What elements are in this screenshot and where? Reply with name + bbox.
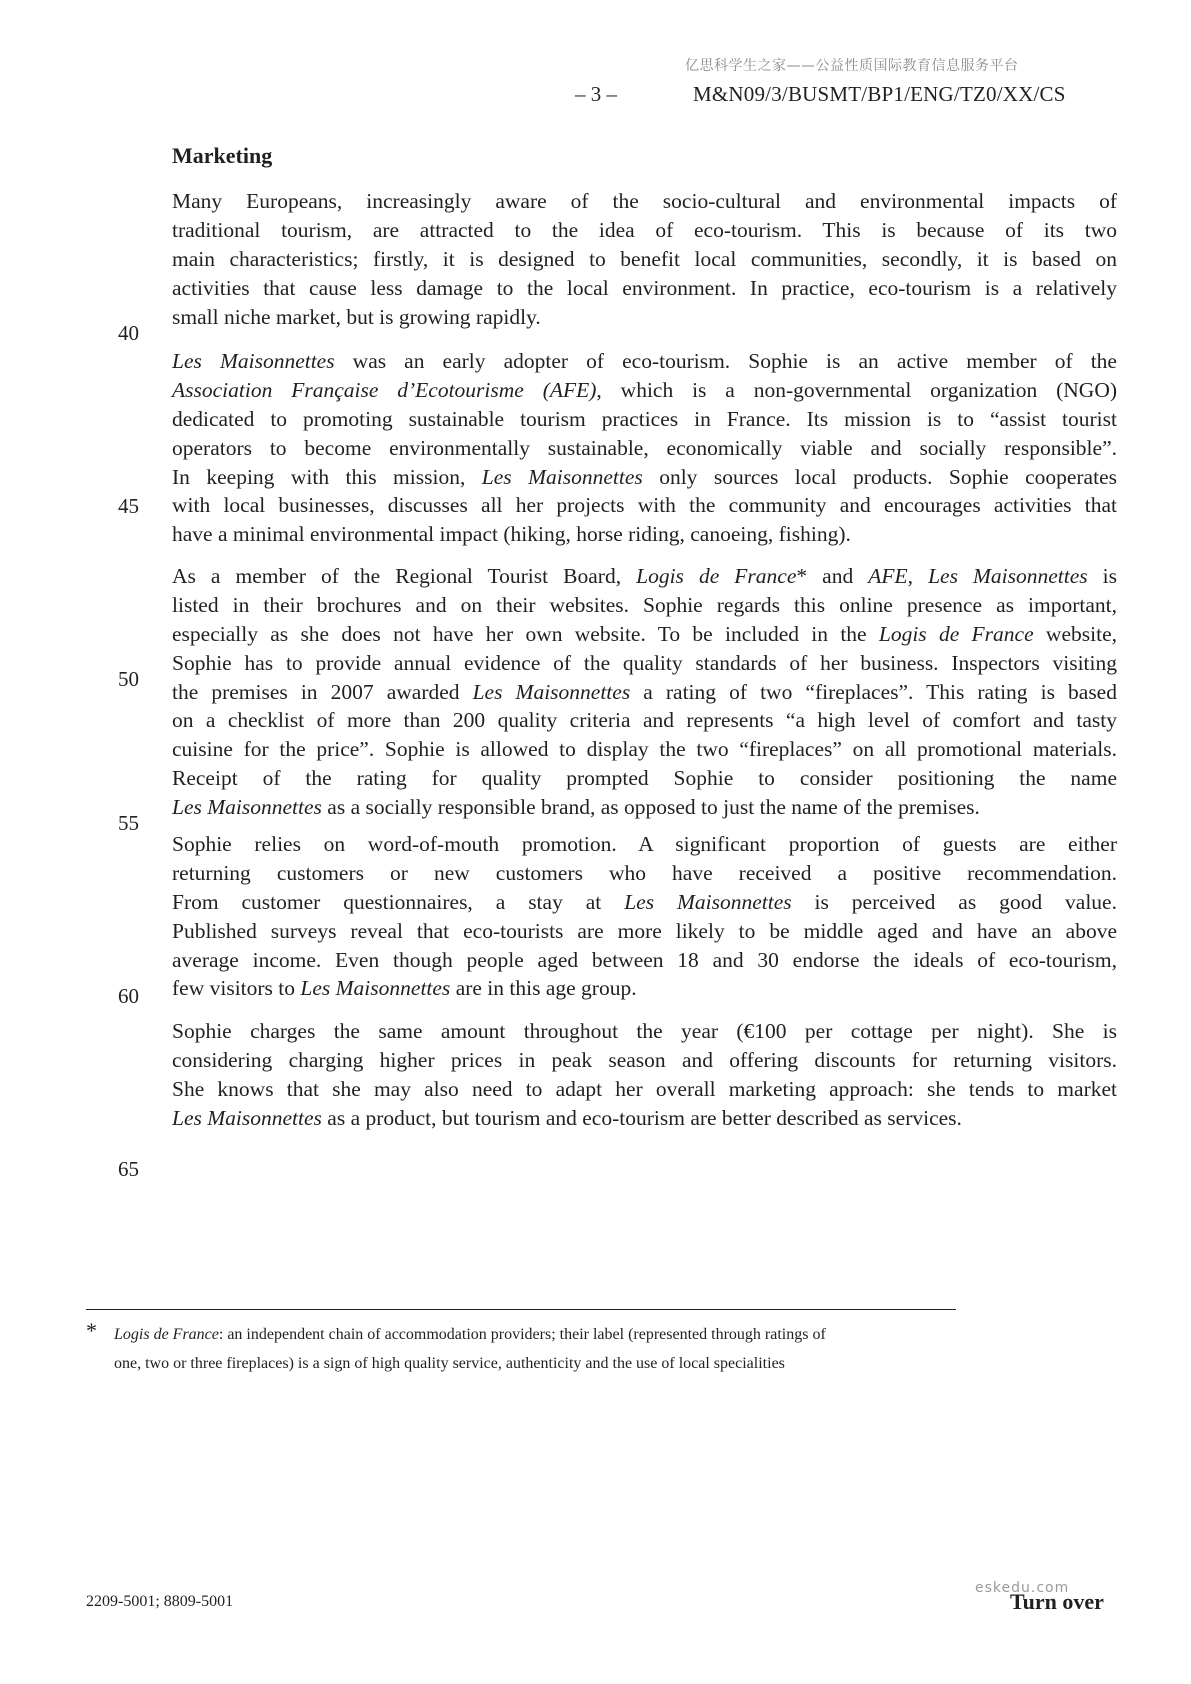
text-line [172, 764, 1117, 793]
turn-over-label: Turn over [1010, 1589, 1104, 1614]
text-line [172, 946, 1117, 975]
text-line [172, 405, 1117, 434]
text-run: main characteristics; firstly, it is designed to benefit local communities, secondly, it is based on [172, 246, 1117, 271]
text-line [172, 830, 1117, 859]
text-line [172, 735, 1117, 764]
line-number-45: 45 [118, 494, 139, 518]
italic-text: Les Maisonnettes [624, 889, 792, 914]
paragraph-4 [172, 830, 1117, 1003]
text-line [172, 434, 1117, 463]
italic-text: Les Maisonnettes [472, 679, 631, 704]
text-run: Receipt of the rating for quality prompted Sophie to consider positioning the name [172, 766, 1117, 791]
text-run: the premises in 2007 awarded [172, 679, 473, 704]
text-run: are in this age group. [450, 976, 637, 1001]
footnote-line [114, 1320, 954, 1349]
text-run: Sophie has to provide annual evidence of the quality standards of her business. Inspectors visiting [172, 650, 1117, 675]
italic-text: Les Maisonnettes [300, 976, 451, 1001]
text-line [172, 463, 1117, 492]
text-run: cuisine for the price”. Sophie is allowed to display the two “fireplaces” on all promotional materials. [172, 737, 1117, 762]
text-line [172, 303, 1117, 332]
text-line [172, 1104, 1117, 1133]
footnote-line [114, 1349, 954, 1378]
text-run: as a socially responsible brand, as opposed to just the name of the premises. [321, 795, 980, 820]
italic-text: Les Maisonnettes [172, 349, 335, 373]
text-run: returning customers or new customers who have received a positive recommendation. [172, 860, 1117, 885]
text-run: on a checklist of more than 200 quality criteria and represents “a high level of comfort and tasty [172, 708, 1117, 733]
header-watermark: 亿思科学生之家——公益性质国际教育信息服务平台 [685, 58, 1019, 74]
text-line [172, 1017, 1117, 1046]
paragraph-5 [172, 1017, 1117, 1133]
line-number-40: 40 [118, 321, 139, 345]
text-run: dedicated to promoting sustainable tourism practices in France. Its mission is to “assist tourist [172, 406, 1117, 431]
text-run: with local businesses, discusses all her projects with the community and encourages activities that [172, 493, 1117, 518]
text-line [172, 974, 1117, 1003]
italic-text: Les Maisonnettes [481, 464, 643, 489]
text-run: Many Europeans, increasingly aware of the socio-cultural and environmental impacts of [172, 189, 1117, 213]
text-run: listed in their brochures and on their websites. Sophie regards this online presence as important, [172, 592, 1117, 617]
text-run: was an early adopter of eco-tourism. Sophie is an active member of the [334, 349, 1117, 373]
text-run: website, [1033, 621, 1117, 646]
footnote-divider [86, 1309, 956, 1310]
text-line [172, 216, 1117, 245]
text-line [172, 859, 1117, 888]
text-line [172, 888, 1117, 917]
paper-code: 2209-5001; 8809-5001 [86, 1593, 234, 1610]
text-run: Sophie charges the same amount throughout the year (€100 per cottage per night). She is [172, 1019, 1117, 1043]
text-run: , which is a non-governmental organization (NGO) [596, 377, 1118, 402]
italic-text: Les Maisonnettes [172, 1105, 322, 1130]
text-run: a rating of two “fireplaces”. This rating is based [630, 679, 1117, 704]
text-line [172, 1075, 1117, 1104]
text-run: * and [796, 564, 869, 588]
line-number-60: 60 [118, 984, 139, 1008]
footnote-marker: * [86, 1318, 97, 1343]
text-line [172, 274, 1117, 303]
text-run: In keeping with this mission, [172, 464, 482, 489]
text-line [172, 562, 1117, 591]
text-run: small niche market, but is growing rapidly. [172, 304, 541, 329]
footer-watermark: eskedu.com [975, 1580, 1070, 1596]
italic-text: Les Maisonnettes [172, 795, 322, 820]
line-number-55: 55 [118, 811, 139, 835]
text-line [172, 706, 1117, 735]
text-run: average income. Even though people aged between 18 and 30 endorse the ideals of eco-tourism, [172, 947, 1117, 972]
line-number-50: 50 [118, 667, 139, 691]
text-run: She knows that she may also need to adapt her overall marketing approach: she tends to market [172, 1076, 1117, 1101]
text-line [172, 678, 1117, 707]
italic-text: Logis de France [114, 1326, 219, 1343]
text-run: operators to become environmentally sustainable, economically viable and socially responsible”. [172, 435, 1117, 460]
text-run: Sophie relies on word-of-mouth promotion. A significant proportion of guests are either [172, 832, 1117, 856]
paragraph-3 [172, 562, 1117, 822]
text-line [172, 187, 1117, 216]
text-run: as a product, but tourism and eco-tourism are better described as services. [321, 1105, 962, 1130]
italic-text: Logis de France [636, 564, 797, 588]
text-line [172, 491, 1117, 520]
text-run: From customer questionnaires, a stay at [172, 889, 625, 914]
text-run: one, two or three fireplaces) is a sign of high quality service, authenticity and the use of local specialities [114, 1355, 785, 1372]
text-run: , [907, 564, 929, 588]
text-run: activities that cause less damage to the local environment. In practice, eco-tourism is a relatively [172, 275, 1117, 300]
text-run: have a minimal environmental impact (hiking, horse riding, canoeing, fishing). [172, 522, 851, 547]
paragraph-1 [172, 187, 1117, 331]
text-line [172, 376, 1117, 405]
line-number-65: 65 [118, 1157, 139, 1181]
document-code: M&N09/3/BUSMT/BP1/ENG/TZ0/XX/CS [693, 82, 1066, 106]
text-run: few visitors to [172, 976, 301, 1001]
text-run: only sources local products. Sophie cooperates [642, 464, 1117, 489]
paragraph-2 [172, 347, 1117, 549]
text-line [172, 591, 1117, 620]
text-line [172, 1046, 1117, 1075]
text-line [172, 520, 1117, 549]
italic-text: Les Maisonnettes [928, 564, 1088, 588]
text-run: Published surveys reveal that eco-tourists are more likely to be middle aged and have an above [172, 918, 1117, 943]
text-run: is [1087, 564, 1118, 588]
text-run: As a member of the Regional Tourist Board, [172, 564, 637, 588]
page-number: – 3 – [575, 82, 617, 106]
italic-text: Logis de France [878, 621, 1034, 646]
text-line [172, 793, 1117, 822]
text-run: : an independent chain of accommodation providers; their label (represented through ratings of [218, 1326, 826, 1343]
italic-text: Association Française d’Ecotourisme (AFE) [172, 377, 597, 402]
text-run: is perceived as good value. [791, 889, 1117, 914]
text-run: considering charging higher prices in peak season and offering discounts for returning visitors. [172, 1047, 1117, 1072]
footnote-text [114, 1320, 954, 1378]
text-line [172, 620, 1117, 649]
text-line [172, 347, 1117, 376]
text-run: traditional tourism, are attracted to the idea of eco-tourism. This is because of its two [172, 217, 1117, 242]
text-line [172, 245, 1117, 274]
text-line [172, 649, 1117, 678]
text-run: especially as she does not have her own website. To be included in the [172, 621, 879, 646]
section-title: Marketing [172, 143, 273, 168]
italic-text: AFE [868, 564, 908, 588]
text-line [172, 917, 1117, 946]
